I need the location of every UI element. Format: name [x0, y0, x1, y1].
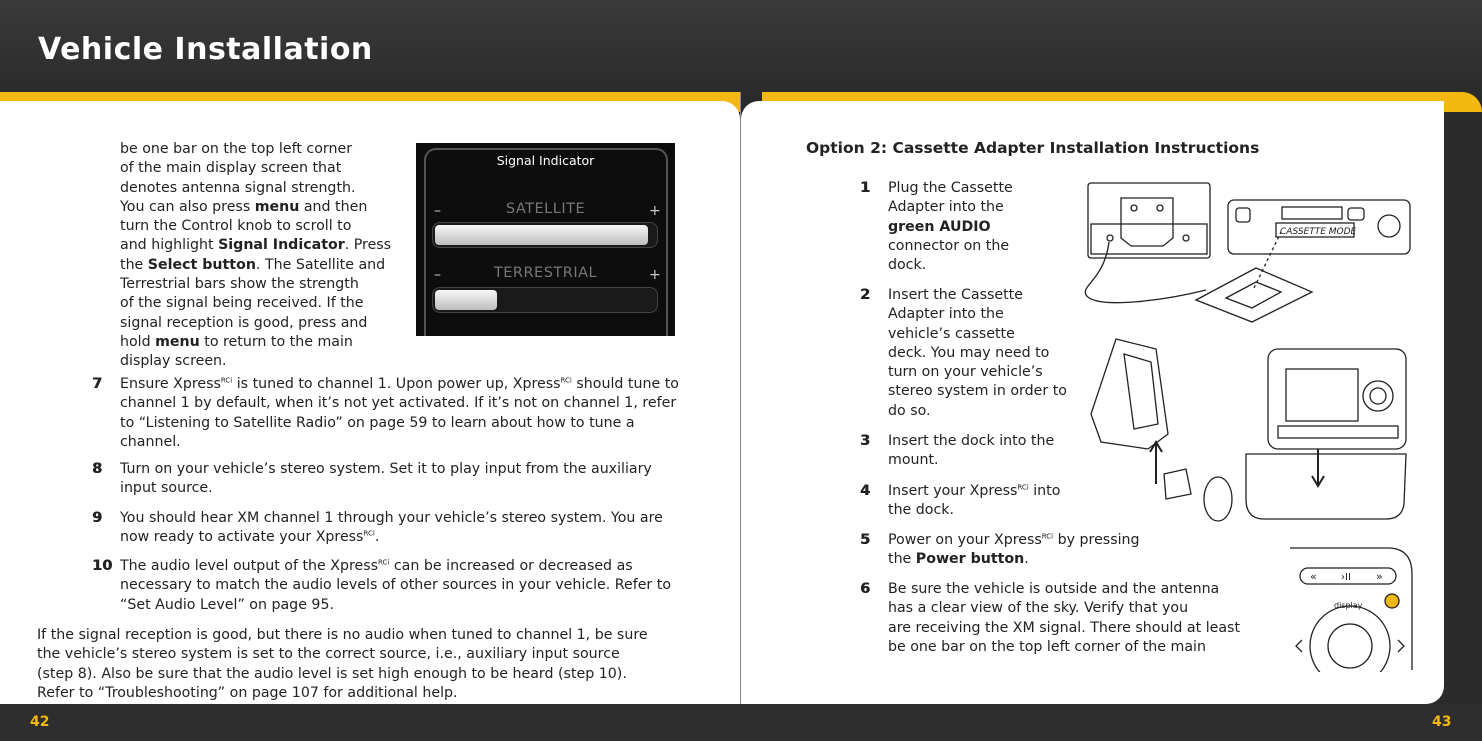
satellite-label: SATELLITE	[505, 201, 586, 217]
power-button-icon	[1385, 594, 1399, 608]
dock-port-strip	[1091, 224, 1207, 254]
screw-hole-icon	[1157, 205, 1163, 211]
insert-guide-line	[1254, 232, 1281, 288]
menu-key: menu	[254, 198, 300, 215]
step-text	[888, 531, 1190, 570]
section-heading: Option 2: Cassette Adapter Installation Instructions	[806, 139, 1260, 157]
right-step-5	[860, 531, 1190, 570]
page-divider	[740, 92, 741, 704]
right-step-6	[860, 580, 1280, 657]
trademark: RCi	[378, 558, 390, 567]
trademark: RCi	[1041, 532, 1054, 541]
green-audio-term: green AUDIO	[888, 218, 991, 235]
menu-key: menu	[155, 333, 200, 350]
text-span: the	[120, 256, 148, 273]
cassette-window	[1226, 282, 1281, 308]
step-text	[888, 286, 1090, 421]
text-line: deck. You may need to	[888, 344, 1050, 361]
text-line: turn the Control knob to scroll to	[120, 218, 352, 235]
intro-paragraph	[120, 140, 412, 372]
trademark: RCi	[560, 376, 572, 385]
text-line: stereo system in order to	[888, 383, 1067, 400]
step-text	[888, 580, 1280, 657]
text-line: Be sure the vehicle is outside and the antenna	[888, 581, 1220, 597]
text-line: has a clear view of the sky. Verify that you	[888, 600, 1189, 617]
text-line: Insert the Cassette	[888, 287, 1023, 303]
step-number: 5	[860, 532, 871, 548]
page-number-right: 43	[1432, 714, 1452, 730]
text-line: turn on your vehicle’s	[888, 364, 1043, 381]
step-number: 2	[860, 287, 871, 303]
signal-indicator-title: Signal Indicator	[496, 153, 595, 168]
satellite-minus: –	[434, 203, 441, 219]
step-text	[888, 482, 1090, 521]
text-span: The audio level output of the Xpress	[120, 558, 379, 574]
right-step-1	[860, 179, 1050, 275]
satellite-bar-fill	[435, 225, 648, 245]
text-span: Insert your Xpress	[888, 483, 1018, 499]
step-text	[120, 557, 682, 615]
step-number: 4	[860, 483, 871, 499]
audio-port-icon	[1107, 235, 1113, 241]
step-8	[92, 460, 682, 499]
text-span: into	[1028, 483, 1061, 499]
terrestrial-plus: +	[649, 267, 661, 283]
text-line	[888, 550, 1190, 569]
deck-volume-knob-icon	[1378, 215, 1400, 237]
radio-screen	[1286, 369, 1358, 421]
cassette-adapter-illustration	[1076, 180, 1416, 330]
text-line: mount.	[888, 452, 939, 469]
text-line	[120, 333, 412, 352]
control-ring	[1310, 606, 1390, 672]
text-span: . The Satellite and	[255, 256, 386, 273]
text-line	[888, 482, 1090, 501]
text-span: is tuned to channel 1. Upon power up, Xpress	[232, 376, 561, 392]
text-line: are receiving the XM signal. There should at least	[888, 619, 1241, 636]
text-line: Adapter into the	[888, 199, 1004, 216]
xm-button	[1328, 624, 1372, 668]
trademark: RCi	[1017, 483, 1029, 492]
text-span: .	[1024, 551, 1029, 568]
text-span: Ensure Xpress	[120, 376, 221, 392]
step-text	[120, 509, 682, 548]
text-span: can be increased or decreased as necessary to match the audio levels of other sources in your vehicle. Refer to “Set Audio Level” on page 95.	[120, 558, 672, 613]
step-number: 9	[92, 510, 103, 526]
text-line	[120, 256, 412, 275]
step-7	[92, 375, 682, 452]
text-line	[888, 218, 1050, 237]
step-text: Turn on your vehicle’s stereo system. Set it to play input from the auxiliary input source.	[120, 461, 652, 497]
satellite-plus: +	[649, 203, 661, 219]
forward-icon: »	[1376, 570, 1383, 583]
deck-knob-icon	[1236, 208, 1250, 222]
text-line: denotes antenna signal strength.	[120, 179, 356, 196]
step-10	[92, 557, 682, 615]
terrestrial-label: TERRESTRIAL	[493, 265, 598, 281]
text-line: of the signal being received. If the	[120, 295, 364, 312]
select-button-term: Select button	[147, 256, 256, 273]
left-arrow-icon	[1296, 640, 1302, 652]
text-span: . Press	[344, 237, 392, 254]
text-line	[888, 531, 1190, 550]
knob-center-icon	[1370, 388, 1386, 404]
text-line: do so.	[888, 402, 931, 419]
text-line: vehicle’s cassette	[888, 325, 1015, 342]
text-span: hold	[120, 333, 156, 350]
play-pause-icon: ›II	[1341, 572, 1351, 583]
text-span: You should hear XM channel 1 through your vehicle’s stereo system. You are now ready to activate your Xpress	[120, 510, 663, 546]
text-line: Adapter into the	[888, 306, 1004, 323]
footer-paragraph: If the signal reception is good, but there is no audio when tuned to channel 1, be sure the vehicle’s stereo system is set to the correct source, i.e., auxiliary input source (step 8). Also be sure that the audio level is set high enough to be heard (step 10). Refer to “Troubleshooting” on page 107 for additional help.	[37, 627, 648, 701]
step-text	[120, 375, 682, 452]
text-span: and then	[299, 198, 368, 215]
right-step-3	[860, 432, 1090, 471]
audio-cable	[1085, 242, 1206, 303]
right-step-4	[860, 482, 1090, 521]
step-text	[888, 432, 1090, 471]
cassette-slot	[1282, 207, 1342, 219]
preset-buttons	[1278, 426, 1398, 438]
step-number: 7	[92, 376, 103, 392]
text-line: of the main display screen that	[120, 160, 342, 177]
dock-mount-plate	[1121, 198, 1173, 246]
step-number: 10	[92, 558, 113, 574]
right-step-2	[860, 286, 1090, 421]
cassette-adapter	[1196, 268, 1312, 322]
terrestrial-minus: –	[434, 267, 441, 283]
text-span: by pressing	[1053, 532, 1140, 548]
text-line: be one bar on the top left corner of the main	[888, 638, 1206, 655]
step-number: 6	[860, 581, 871, 597]
text-span: to return to the main	[199, 333, 353, 350]
text-span: .	[374, 529, 380, 546]
terrestrial-bar-fill	[435, 290, 497, 310]
step-9	[92, 509, 682, 548]
rewind-icon: «	[1310, 570, 1317, 583]
suction-cup	[1204, 477, 1232, 521]
page-number-left: 42	[30, 714, 50, 730]
display-label: display	[1334, 601, 1363, 610]
screw-hole-icon	[1131, 205, 1137, 211]
text-line: connector on the	[888, 237, 1010, 254]
dock-back-panel	[1088, 183, 1210, 258]
footer-bar	[0, 704, 1482, 741]
satellite-bar-track	[432, 222, 658, 248]
cassette-mode-label: CASSETTE MODE	[1280, 227, 1357, 237]
power-button-illustration	[1288, 546, 1418, 672]
mount-swivel	[1164, 469, 1191, 499]
step-number: 8	[92, 461, 103, 477]
text-line	[120, 236, 412, 255]
terrestrial-bar-track	[432, 287, 658, 313]
text-line: dock.	[888, 257, 927, 274]
page-title: Vehicle Installation	[38, 32, 373, 67]
radio-control-knob-icon	[1363, 381, 1393, 411]
power-port-icon	[1183, 235, 1189, 241]
signal-indicator-screen	[416, 143, 675, 336]
dock-mount-illustration	[1086, 334, 1416, 524]
signal-indicator-term: Signal Indicator	[218, 237, 345, 254]
text-line: be one bar on the top left corner	[120, 141, 353, 157]
text-span: should tune to channel 1 by default, when it’s not yet activated. If it’s not on channel 1, refer to “Listening to Satellite Radio” on page 59 to learn about how to tune a channel.	[120, 376, 679, 450]
trademark: RCi	[363, 529, 375, 538]
right-arrow-icon	[1398, 640, 1404, 652]
text-line: Terrestrial bars show the strength	[120, 276, 359, 293]
power-button-term: Power button	[915, 551, 1025, 568]
text-line: display screen.	[120, 353, 227, 370]
trademark: RCi	[220, 376, 233, 385]
deck-button-icon	[1348, 208, 1364, 220]
text-span: the	[888, 551, 916, 568]
text-line: the dock.	[888, 502, 955, 519]
mount-face	[1124, 354, 1158, 429]
text-span: and highlight	[120, 237, 219, 254]
vehicle-dock	[1246, 454, 1406, 519]
text-line: Insert the dock into the	[888, 433, 1055, 449]
text-line: Plug the Cassette	[888, 180, 1013, 196]
text-line	[120, 198, 412, 217]
step-number: 1	[860, 180, 871, 196]
text-span: You can also press	[120, 198, 255, 215]
step-number: 3	[860, 433, 871, 449]
text-span: Power on your Xpress	[888, 532, 1042, 548]
step-text	[888, 179, 1050, 275]
text-line: signal reception is good, press and	[120, 314, 368, 331]
